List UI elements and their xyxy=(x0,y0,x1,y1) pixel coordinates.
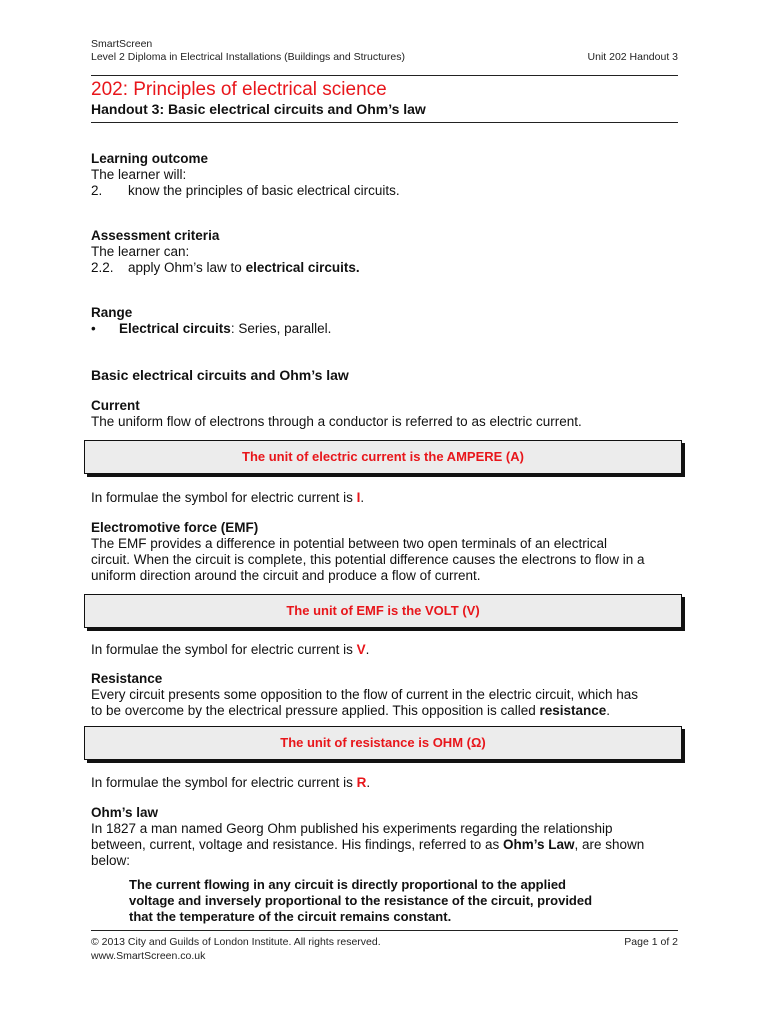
item-bold: electrical circuits. xyxy=(245,260,360,275)
header-rule xyxy=(91,75,678,76)
line-bold: resistance xyxy=(539,703,607,718)
learning-outcome-item xyxy=(91,183,678,199)
quote-line: The current flowing in any circuit is directly proportional to the applied xyxy=(129,877,566,892)
current-unit-box: The unit of electric current is the AMPERE (A) xyxy=(84,440,682,474)
learning-outcome-section xyxy=(91,151,678,199)
assessment-item xyxy=(91,260,678,276)
symbol: R xyxy=(356,775,367,790)
resistance-heading: Resistance xyxy=(91,671,163,686)
line-end: , are shown xyxy=(574,837,645,852)
footer-copyright: © 2013 City and Guilds of London Institute. All rights reserved. xyxy=(91,936,381,948)
emf-heading: Electromotive force (EMF) xyxy=(91,520,259,535)
line-end: . xyxy=(606,703,611,718)
assessment-heading: Assessment criteria xyxy=(91,228,220,243)
symbol: V xyxy=(356,642,366,657)
range-section xyxy=(91,305,678,337)
header-course: Level 2 Diploma in Electrical Installations (Buildings and Structures) xyxy=(91,51,405,63)
line-text: to be overcome by the electrical pressure applied. This opposition is called xyxy=(91,703,540,718)
handout-page xyxy=(91,38,678,925)
header-unit-ref: Unit 202 Handout 3 xyxy=(587,51,678,63)
symbol-end: . xyxy=(365,642,370,657)
resistance-section xyxy=(91,671,678,791)
learning-outcome-intro: The learner will: xyxy=(91,167,187,182)
current-section xyxy=(91,398,678,506)
symbol: I xyxy=(356,490,361,505)
ohms-law-quote xyxy=(91,877,678,925)
emf-section xyxy=(91,520,678,658)
ohms-law-heading: Ohm’s law xyxy=(91,805,159,820)
resistance-line: Every circuit presents some opposition to the flow of current in the electric circuit, which has xyxy=(91,687,638,702)
ohms-law-section xyxy=(91,805,678,925)
assessment-intro: The learner can: xyxy=(91,244,190,259)
learning-outcome-heading: Learning outcome xyxy=(91,151,209,166)
resistance-unit-box: The unit of resistance is OHM (Ω) xyxy=(84,726,682,760)
emf-line: circuit. When the circuit is complete, this potential difference causes the electrons to flow in a xyxy=(91,552,645,567)
item-bold: Electrical circuits xyxy=(119,321,231,336)
main-heading: Basic electrical circuits and Ohm’s law xyxy=(91,367,349,383)
resistance-line xyxy=(91,703,678,719)
footer-website-link[interactable]: www.SmartScreen.co.uk xyxy=(91,950,206,962)
page-header xyxy=(91,38,678,64)
item-number: 2. xyxy=(91,183,103,198)
symbol-end: . xyxy=(360,490,365,505)
symbol-text: In formulae the symbol for electric current is xyxy=(91,775,357,790)
resistance-symbol-line xyxy=(91,775,678,791)
footer-page-number: Page 1 of 2 xyxy=(624,936,678,948)
ohms-law-line: below: xyxy=(91,853,131,868)
emf-line: The EMF provides a difference in potential between two open terminals of an electrical xyxy=(91,536,608,551)
line-bold: Ohm’s Law xyxy=(502,837,575,852)
footer-rule xyxy=(91,930,678,931)
header-org: SmartScreen xyxy=(91,38,153,50)
emf-unit-box: The unit of EMF is the VOLT (V) xyxy=(84,594,682,628)
item-text: apply Ohm’s law to xyxy=(128,260,246,275)
item-text: know the principles of basic electrical circuits. xyxy=(128,183,400,198)
title-rule xyxy=(91,122,678,123)
emf-symbol-line xyxy=(91,642,678,658)
quote-line: voltage and inversely proportional to the resistance of the circuit, provided xyxy=(129,893,593,908)
symbol-text: In formulae the symbol for electric current is xyxy=(91,642,357,657)
bullet-icon: • xyxy=(91,321,96,336)
current-heading: Current xyxy=(91,398,140,413)
symbol-end: . xyxy=(366,775,371,790)
assessment-section xyxy=(91,228,678,276)
ohms-law-line xyxy=(91,837,678,853)
quote-line: that the temperature of the circuit remains constant. xyxy=(129,909,452,924)
range-heading: Range xyxy=(91,305,133,320)
page-title: 202: Principles of electrical science xyxy=(91,79,387,100)
range-item xyxy=(91,321,678,337)
ohms-law-line: In 1827 a man named Georg Ohm published his experiments regarding the relationship xyxy=(91,821,613,836)
current-text: The uniform flow of electrons through a conductor is referred to as electric current. xyxy=(91,414,582,429)
page-footer xyxy=(91,930,678,963)
page-subtitle: Handout 3: Basic electrical circuits and Ohm’s law xyxy=(91,101,426,117)
symbol-text: In formulae the symbol for electric current is xyxy=(91,490,357,505)
line-text: between, current, voltage and resistance. His findings, referred to as xyxy=(91,837,503,852)
item-number: 2.2. xyxy=(91,260,114,275)
emf-line: uniform direction around the circuit and produce a flow of current. xyxy=(91,568,481,583)
current-symbol-line xyxy=(91,490,678,506)
item-text: : Series, parallel. xyxy=(230,321,332,336)
